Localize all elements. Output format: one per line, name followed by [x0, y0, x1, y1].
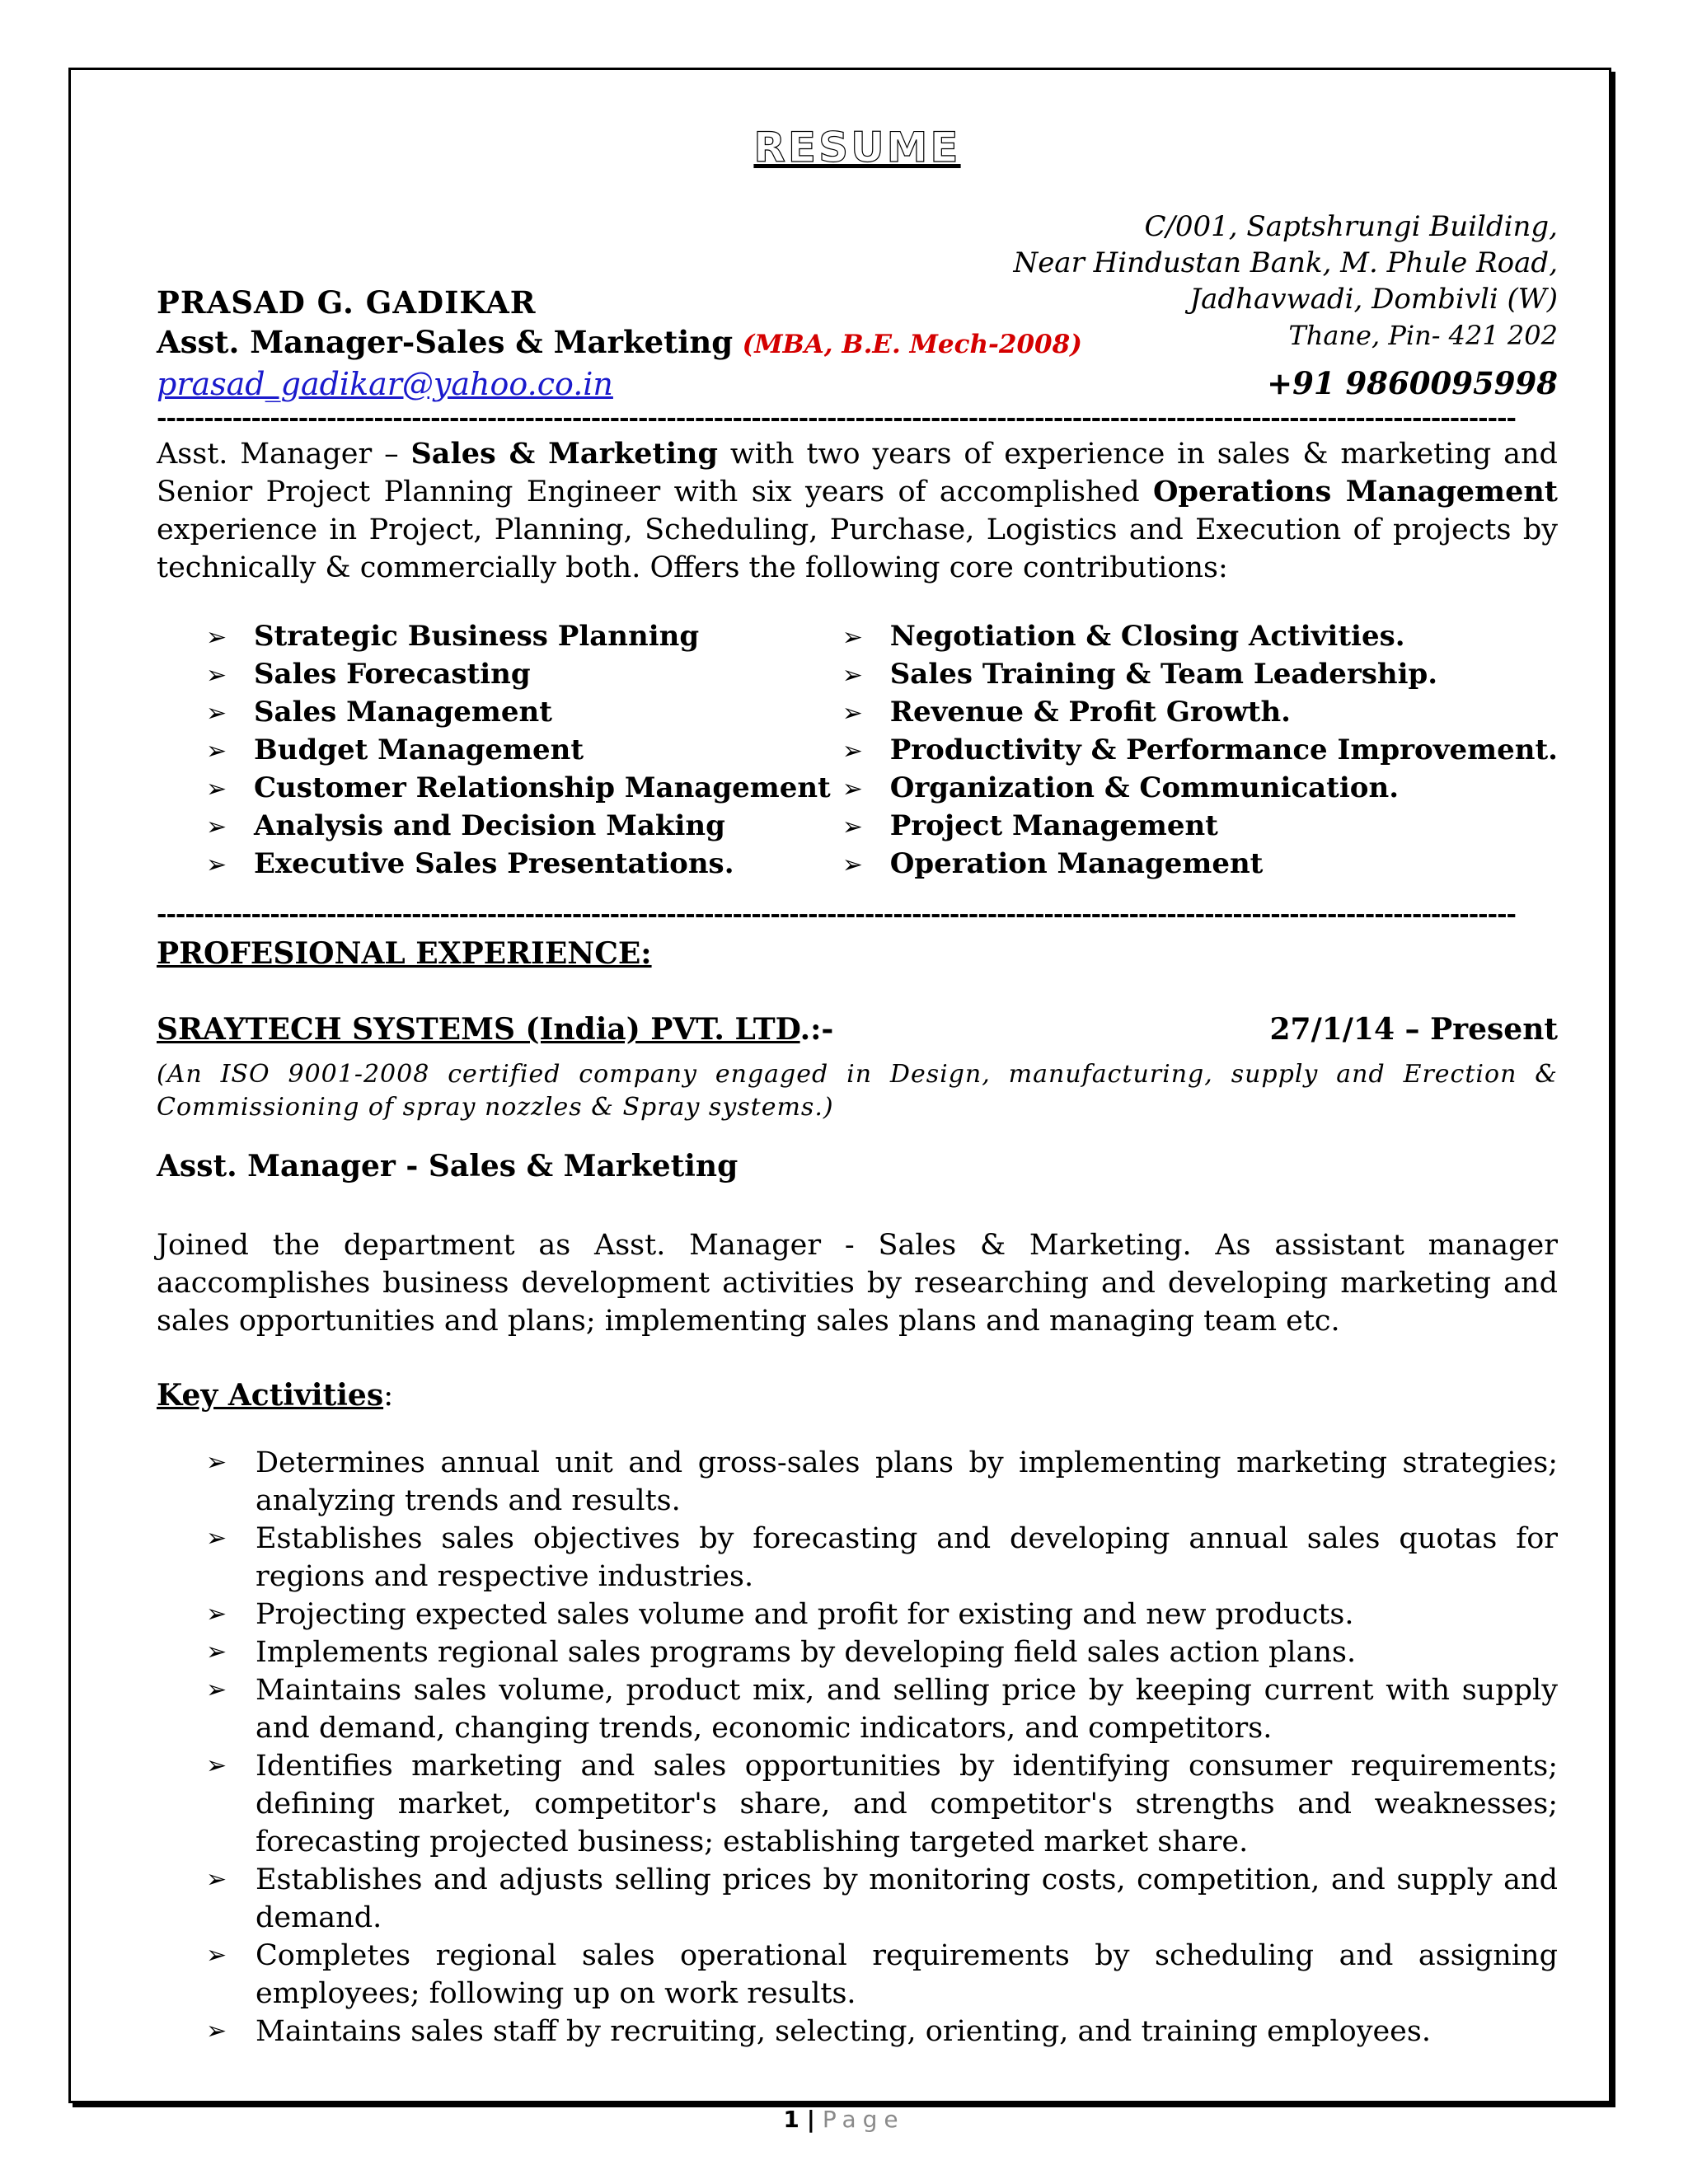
arrow-bullet-icon: ➢: [842, 775, 863, 804]
summary-text-1: Asst. Manager –: [157, 438, 399, 471]
skill-label: Productivity & Performance Improvement.: [889, 733, 1558, 766]
activity-text: Establishes sales objectives by forecasting and developing annual sales quotas for regions and respective industries.: [256, 1522, 1558, 1593]
activity-item: [206, 1861, 1558, 1937]
job-title: Asst. Manager - Sales & Marketing: [157, 1149, 738, 1183]
skill-label: Sales Forecasting: [254, 658, 531, 691]
email-link[interactable]: prasad_gadikar@yahoo.co.in: [157, 366, 613, 402]
company-name: SRAYTECH SYSTEMS (India) PVT. LTD: [157, 1012, 800, 1047]
skill-label: Customer Relationship Management: [254, 771, 831, 804]
skill-label: Revenue & Profit Growth.: [889, 696, 1291, 729]
arrow-bullet-icon: ➢: [206, 661, 227, 690]
arrow-bullet-icon: ➢: [206, 1524, 227, 1553]
skill-item: [842, 656, 1558, 694]
address-block: [1013, 209, 1558, 354]
arrow-bullet-icon: ➢: [842, 813, 863, 841]
activity-item: [206, 1596, 1558, 1633]
address-line-4: Thane, Pin- 421 202: [1288, 320, 1558, 351]
skills-left-column: [157, 618, 842, 883]
person-qualifications: (MBA, B.E. Mech-2008): [742, 330, 1082, 359]
core-skills: [157, 618, 1558, 883]
skill-label: Organization & Communication.: [889, 771, 1400, 804]
summary-paragraph: [157, 435, 1558, 587]
skill-item: [842, 846, 1558, 883]
activity-text: Implements regional sales programs by developing field sales action plans.: [256, 1636, 1357, 1669]
divider-middle: ------------------------------------------------------------------------------------------------------------------------------------------------: [157, 902, 1516, 928]
skill-label: Executive Sales Presentations.: [254, 847, 734, 880]
key-activities-colon: :: [383, 1379, 394, 1413]
arrow-bullet-icon: ➢: [206, 2017, 227, 2046]
arrow-bullet-icon: ➢: [206, 1600, 227, 1629]
job-description: Joined the department as Asst. Manager - Sales & Marketing. As assistant manager aaccomplishes business development activities by researching and developing marketing and sales opportunities and plans; implementing sales plans and managing team etc.: [157, 1229, 1558, 1338]
arrow-bullet-icon: ➢: [842, 661, 863, 690]
arrow-bullet-icon: ➢: [206, 1751, 227, 1780]
skill-item: [206, 618, 842, 656]
summary-bold-1: Sales & Marketing: [410, 437, 718, 471]
skill-label: Operation Management: [889, 847, 1264, 880]
page-footer: [0, 2106, 1688, 2133]
arrow-bullet-icon: ➢: [842, 737, 863, 766]
arrow-bullet-icon: ➢: [206, 623, 227, 652]
address-line-2: Near Hindustan Bank, M. Phule Road,: [1013, 246, 1558, 279]
skill-item: [206, 656, 842, 694]
employment-period: 27/1/14 – Present: [1269, 1012, 1558, 1047]
arrow-bullet-icon: ➢: [842, 851, 863, 879]
resume-title: RESUME: [753, 124, 961, 171]
activity-text: Identifies marketing and sales opportunities by identifying consumer requirements; defining market, competitor's share, and competitor's strengths and weaknesses; forecasting projected business; establishing targeted market share.: [256, 1750, 1558, 1858]
person-name: PRASAD G. GADIKAR: [157, 284, 537, 321]
resume-content: [157, 124, 1558, 2050]
skill-label: Analysis and Decision Making: [254, 809, 725, 842]
phone-number: +91 9860095998: [1267, 365, 1558, 401]
skill-item: [206, 770, 842, 808]
skill-item: [842, 770, 1558, 808]
skill-item: [206, 732, 842, 770]
page-number: 1: [783, 2106, 799, 2133]
activity-item: [206, 2013, 1558, 2050]
company-name-wrap: [157, 1012, 833, 1047]
company-row: [157, 1012, 1558, 1047]
role-line: [157, 322, 1082, 364]
arrow-bullet-icon: ➢: [206, 699, 227, 728]
arrow-bullet-icon: ➢: [206, 1448, 227, 1477]
activity-text: Completes regional sales operational requirements by scheduling and assigning employees; following up on work results.: [256, 1939, 1558, 2010]
key-activities-heading: [157, 1378, 1558, 1413]
footer-separator: |: [806, 2106, 815, 2133]
activity-text: Determines annual unit and gross-sales plans by implementing marketing strategies; analyzing trends and results.: [256, 1446, 1558, 1517]
address-line-3: Jadhavwadi, Dombivli (W): [1189, 283, 1558, 316]
skill-item: [842, 808, 1558, 846]
address-line-1: C/001, Saptshrungi Building,: [1144, 210, 1558, 243]
skill-item: [842, 694, 1558, 732]
skill-item: [206, 694, 842, 732]
skills-right-column: [842, 618, 1558, 883]
summary-bold-2: Operations Management: [1153, 475, 1558, 509]
arrow-bullet-icon: ➢: [206, 737, 227, 766]
activity-text: Maintains sales staff by recruiting, selecting, orienting, and training employees.: [256, 2015, 1431, 2048]
arrow-bullet-icon: ➢: [206, 1865, 227, 1894]
summary-text-3: experience in Project, Planning, Scheduling, Purchase, Logistics and Execution of projects by technically & commercially both. Offers the following core contributions:: [157, 513, 1558, 584]
activity-item: [206, 1747, 1558, 1861]
activity-text: Projecting expected sales volume and profit for existing and new products.: [256, 1598, 1354, 1631]
activities-list: [157, 1444, 1558, 2050]
skill-item: [206, 846, 842, 883]
skill-label: Negotiation & Closing Activities.: [889, 620, 1405, 653]
experience-heading: PROFESIONAL EXPERIENCE:: [157, 936, 652, 971]
activity-item: [206, 1444, 1558, 1520]
summary-text-2: with two years of experience in sales & marketing and Senior Project Planning Engineer with six years of accomplished: [157, 438, 1558, 509]
company-description: (An ISO 9001-2008 certified company engaged in Design, manufacturing, supply and Erection & Commissioning of spray nozzles & Spray systems.): [157, 1060, 1558, 1122]
key-activities-label: Key Activities: [157, 1378, 384, 1413]
arrow-bullet-icon: ➢: [206, 1638, 227, 1666]
header: [157, 209, 1558, 402]
arrow-bullet-icon: ➢: [206, 1675, 227, 1704]
identity-block: [157, 283, 1082, 405]
skill-item: [842, 618, 1558, 656]
activity-item: [206, 1671, 1558, 1747]
skill-label: Strategic Business Planning: [254, 620, 700, 653]
activity-text: Maintains sales volume, product mix, and selling price by keeping current with supply and demand, changing trends, economic indicators, and competitors.: [256, 1674, 1558, 1745]
company-suffix: .:-: [799, 1012, 834, 1047]
skill-label: Project Management: [889, 809, 1218, 842]
divider-top: ------------------------------------------------------------------------------------------------------------------------------------------------: [157, 405, 1516, 432]
arrow-bullet-icon: ➢: [206, 813, 227, 841]
activity-item: [206, 1937, 1558, 2013]
arrow-bullet-icon: ➢: [842, 699, 863, 728]
arrow-bullet-icon: ➢: [206, 851, 227, 879]
arrow-bullet-icon: ➢: [206, 775, 227, 804]
activity-text: Establishes and adjusts selling prices by monitoring costs, competition, and supply and demand.: [256, 1863, 1558, 1934]
person-role: Asst. Manager-Sales & Marketing: [157, 324, 734, 360]
arrow-bullet-icon: ➢: [842, 623, 863, 652]
skill-label: Budget Management: [254, 733, 584, 766]
skill-item: [842, 732, 1558, 770]
activity-item: [206, 1633, 1558, 1671]
skill-item: [206, 808, 842, 846]
arrow-bullet-icon: ➢: [206, 1941, 227, 1970]
page-label: Page: [822, 2106, 905, 2133]
activity-item: [206, 1520, 1558, 1596]
skill-label: Sales Management: [254, 696, 552, 729]
skill-label: Sales Training & Team Leadership.: [889, 658, 1438, 691]
